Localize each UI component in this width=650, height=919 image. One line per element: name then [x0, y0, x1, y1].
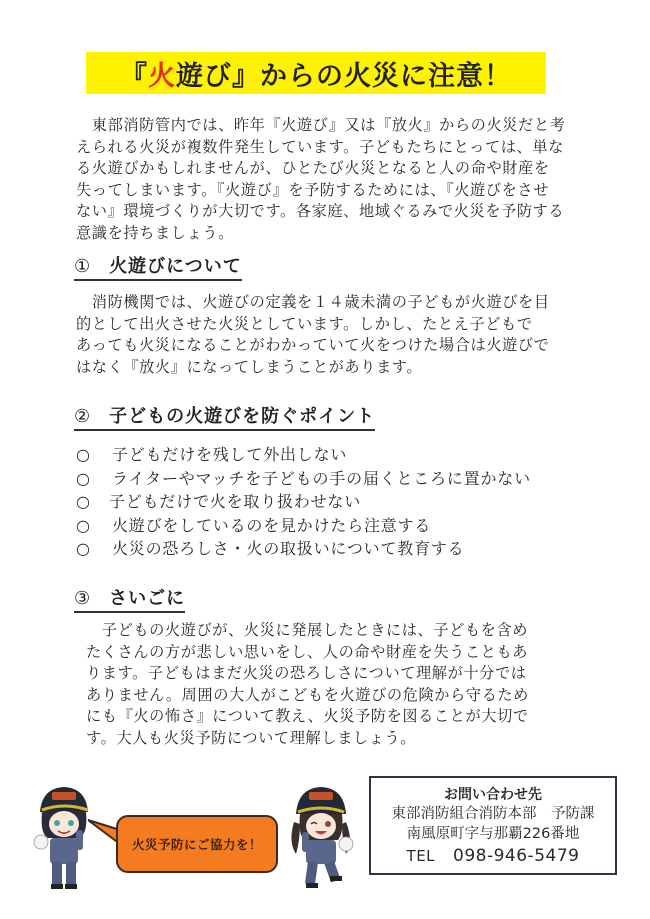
title-rest: 遊び』からの火災に注意！: [176, 60, 512, 92]
intro-line: 意識を持ちましょう。: [76, 223, 234, 242]
list-item: ○ ライターやマッチを子どもの手の届くところに置かない: [76, 467, 531, 491]
section-number: ②: [74, 406, 92, 427]
circle-bullet-icon: ○: [76, 468, 91, 488]
section-number: ①: [74, 256, 92, 277]
prevention-points-list: [76, 443, 531, 561]
paragraph-line: 子どもの火遊びが、火災に発展したときには、子どもを含め: [86, 621, 529, 639]
contact-organization: 東部消防組合消防本部 予防課: [391, 806, 595, 822]
circle-bullet-icon: ○: [76, 515, 91, 535]
circle-bullet-icon: ○: [76, 445, 91, 464]
paragraph-line: たくさんの方が悲しい思いをし、人の命や財産を失うこともあ: [86, 642, 529, 661]
list-item: ○ 子どもだけで火を取り扱わせない: [76, 490, 531, 514]
paragraph-line: あっても火災になることがわかっていて火をつけた場合は火遊びで: [76, 336, 550, 355]
speech-bubble-text: 火災予防にご協力を！: [131, 837, 262, 852]
paragraph-line: ります。子どもはまだ火災の恐ろしさについて理解が十分では: [86, 664, 527, 683]
paragraph-line: はなく『放火』になってしまうことがあります。: [76, 357, 423, 376]
section-1-heading: [74, 252, 242, 281]
speech-bubble: [116, 815, 278, 873]
intro-line: 東部消防管内では、昨年『火遊び』又は『放火』からの火災だと考: [76, 116, 566, 134]
section-3-paragraph: [86, 620, 529, 750]
contact-info-box: [369, 776, 617, 875]
intro-line: えられる火災が複数件発生しています。子どもたちにとっては、単な: [76, 137, 564, 156]
phone-number: 098-946-5479: [453, 846, 580, 866]
section-title: 火遊びについて: [109, 256, 242, 277]
intro-line: る火遊びかもしれませんが、ひとたび火災となると人の命や財産を: [76, 159, 550, 178]
section-1-paragraph: [76, 292, 550, 378]
paragraph-line: す。大人も火災予防について理解しましょう。: [86, 728, 417, 747]
contact-title: お問い合わせ先: [444, 787, 542, 803]
section-title: 子どもの火遊びを防ぐポイント: [109, 406, 376, 427]
contact-phone: [371, 844, 615, 868]
title-prefix: 『: [120, 60, 148, 92]
page-title: [86, 52, 546, 94]
section-2-heading: [74, 402, 375, 431]
phone-label: TEL: [406, 847, 436, 865]
section-number: ③: [74, 588, 92, 609]
paragraph-line: ありません。周囲の大人がこどもを火遊びの危険から守るため: [86, 685, 529, 704]
list-item: ○ 火災の恐ろしさ・火の取扱いについて教育する: [76, 537, 531, 561]
list-item: ○ 火遊びをしているのを見かけたら注意する: [76, 514, 531, 538]
intro-line: 失ってしまいます。『火遊び』を予防するためには、『火遊びをさせ: [76, 180, 549, 199]
paragraph-line: 消防機関では、火遊びの定義を１４歳未満の子どもが火遊びを目: [76, 293, 550, 311]
contact-address: 南風原町字与那覇226番地: [406, 826, 580, 842]
circle-bullet-icon: ○: [76, 539, 91, 558]
firefighter-mascot-girl-icon: [286, 782, 358, 890]
intro-paragraph: [76, 115, 565, 245]
list-item: ○ 子どもだけを残して外出しない: [76, 443, 531, 467]
intro-line: ない』環境づくりが大切です。各家庭、地域ぐるみで火災を予防する: [76, 202, 565, 221]
paragraph-line: 的として出火させた火災としています。しかし、たとえ子どもで: [76, 314, 533, 333]
circle-bullet-icon: ○: [76, 492, 91, 511]
paragraph-line: にも『火の怖さ』について教え、火災予防を図ることが大切で: [86, 707, 529, 726]
section-title: さいごに: [109, 588, 186, 609]
title-highlight: 火: [148, 60, 176, 92]
section-3-heading: [74, 584, 185, 613]
